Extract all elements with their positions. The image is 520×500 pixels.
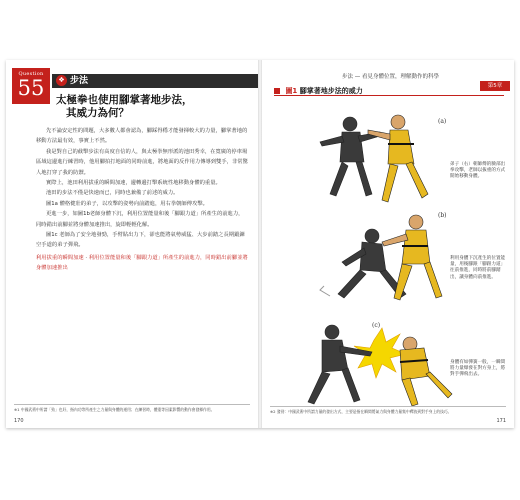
title-line-2: 其威力為何？ bbox=[66, 107, 129, 119]
paragraph: 圖1c 老師為了安全地發勁，手臂貼出力下，卻也能將氣勢威猛、大步前踏之長期鍛鍊空手道的弟子彈飛。 bbox=[36, 232, 245, 249]
paragraph: 池田的步法不僅是快速而已，同時也兼備了前述的威力。 bbox=[46, 190, 179, 197]
panel-caption-b: 利用身體下沉產生的位置能量，用後腳跟「腳跟力道」往前推進，同時將前腳踏出，讓身體向前推進。 bbox=[450, 256, 506, 280]
paragraph: 實際上，池田利用拔重的瞬間加速，邊轉邊打擊系統性地移動身體的重量。 bbox=[46, 180, 221, 187]
right-page bbox=[262, 60, 514, 428]
panel-caption-a: 弟子（右）朝師傅的臉部出拳攻擊，老師以拔重的方式開始移動身體。 bbox=[450, 162, 506, 180]
motion-lines bbox=[320, 286, 330, 296]
student-figure bbox=[368, 115, 428, 202]
student-figure bbox=[382, 215, 442, 300]
paragraph: 我是對自己的截擊步法有高度自信的人，與太極拳無形派的池田秀幸，在寬廣的停車場區域這邊進行練習時，他用腳拍打地面的同時前進，將地面的反作用力傳導到雙手，非常驚人地打穿了我的防禦。 bbox=[36, 148, 248, 176]
paragraph: 更進一步，如圖1b老師身體下沉，利用位置能量和後「腳跟力道」所產生的前進力，同時錯出前腳並將身體加速推出，旋即輕輕化解。 bbox=[36, 211, 244, 228]
page-number: 170 bbox=[14, 418, 24, 424]
page-title bbox=[56, 94, 193, 120]
question-label: Question bbox=[18, 71, 44, 77]
highlight-phrase: 利用位置能量和後「腳跟力道」所產生的前進力，同時錯出前腳並將身體加速推出 bbox=[36, 254, 248, 272]
section-bar bbox=[52, 74, 258, 88]
running-head-text: 步法 — 看見身體位置，理解動作的科學 bbox=[342, 74, 439, 80]
chapter-badge: 第5章 bbox=[480, 81, 510, 91]
running-head bbox=[262, 70, 514, 89]
panel-caption-c: 身體有如彈簧一般，一瞬間將力量爆發在對方身上，將對手彈飛出去。 bbox=[450, 360, 506, 378]
figure-label: 圖1 bbox=[285, 87, 298, 95]
student-figure bbox=[400, 337, 452, 406]
footnote: ※2 發勁：中國武術中所謂力量的發出方式，主要是指在瞬間將氣力與身體力量集中釋放到對手身上的技巧。 bbox=[270, 406, 506, 414]
question-number: 55 bbox=[17, 76, 45, 100]
paragraph: 圖1a 體格健壯的弟子，以攻擊的姿勢向前踏進，用右拳朝師傅攻擊。 bbox=[46, 200, 208, 207]
panel-label-a: (a) bbox=[438, 118, 447, 125]
figure-marker-icon bbox=[274, 88, 280, 94]
question-badge bbox=[12, 68, 50, 104]
panel-label-c: (c) bbox=[372, 322, 381, 329]
panel-c-illustration bbox=[282, 310, 462, 410]
section-icon: ❖ bbox=[56, 75, 67, 86]
panel-label-b: (b) bbox=[438, 212, 447, 219]
book-spread bbox=[6, 60, 514, 428]
highlight-phrase: 利用拔重的瞬間加速 bbox=[36, 254, 84, 261]
section-title: 步法 bbox=[70, 76, 89, 86]
teacher-figure bbox=[320, 117, 380, 196]
page-number: 171 bbox=[496, 418, 506, 424]
figure-title-text: 腳掌著地步法的威力 bbox=[299, 87, 363, 95]
left-page bbox=[6, 60, 258, 428]
figure-rule bbox=[274, 95, 504, 96]
panel-a-illustration bbox=[290, 104, 460, 214]
panel-b-illustration bbox=[290, 202, 460, 312]
highlight-notes: 利用拔重的瞬間加速 · 利用位置能量和後「腳跟力道」所產生的前進力，同時錯出前腳並將身體加速推出 bbox=[36, 254, 248, 272]
body-text bbox=[36, 126, 248, 274]
footnote: ※1 中國武術中所謂「勁」也好，指內功等所產生之力量與身體的運用；在練習時，體重等因素影響的動作會發揮作用。 bbox=[14, 404, 250, 412]
title-line-1: 太極拳也使用腳掌著地步法， bbox=[56, 94, 193, 106]
paragraph: 先不論安定性的問題，大多數人都會認為，腳踩得穩才能發揮較大的力量，腳掌著地的移動方法最有效，事實上不然。 bbox=[36, 128, 248, 145]
